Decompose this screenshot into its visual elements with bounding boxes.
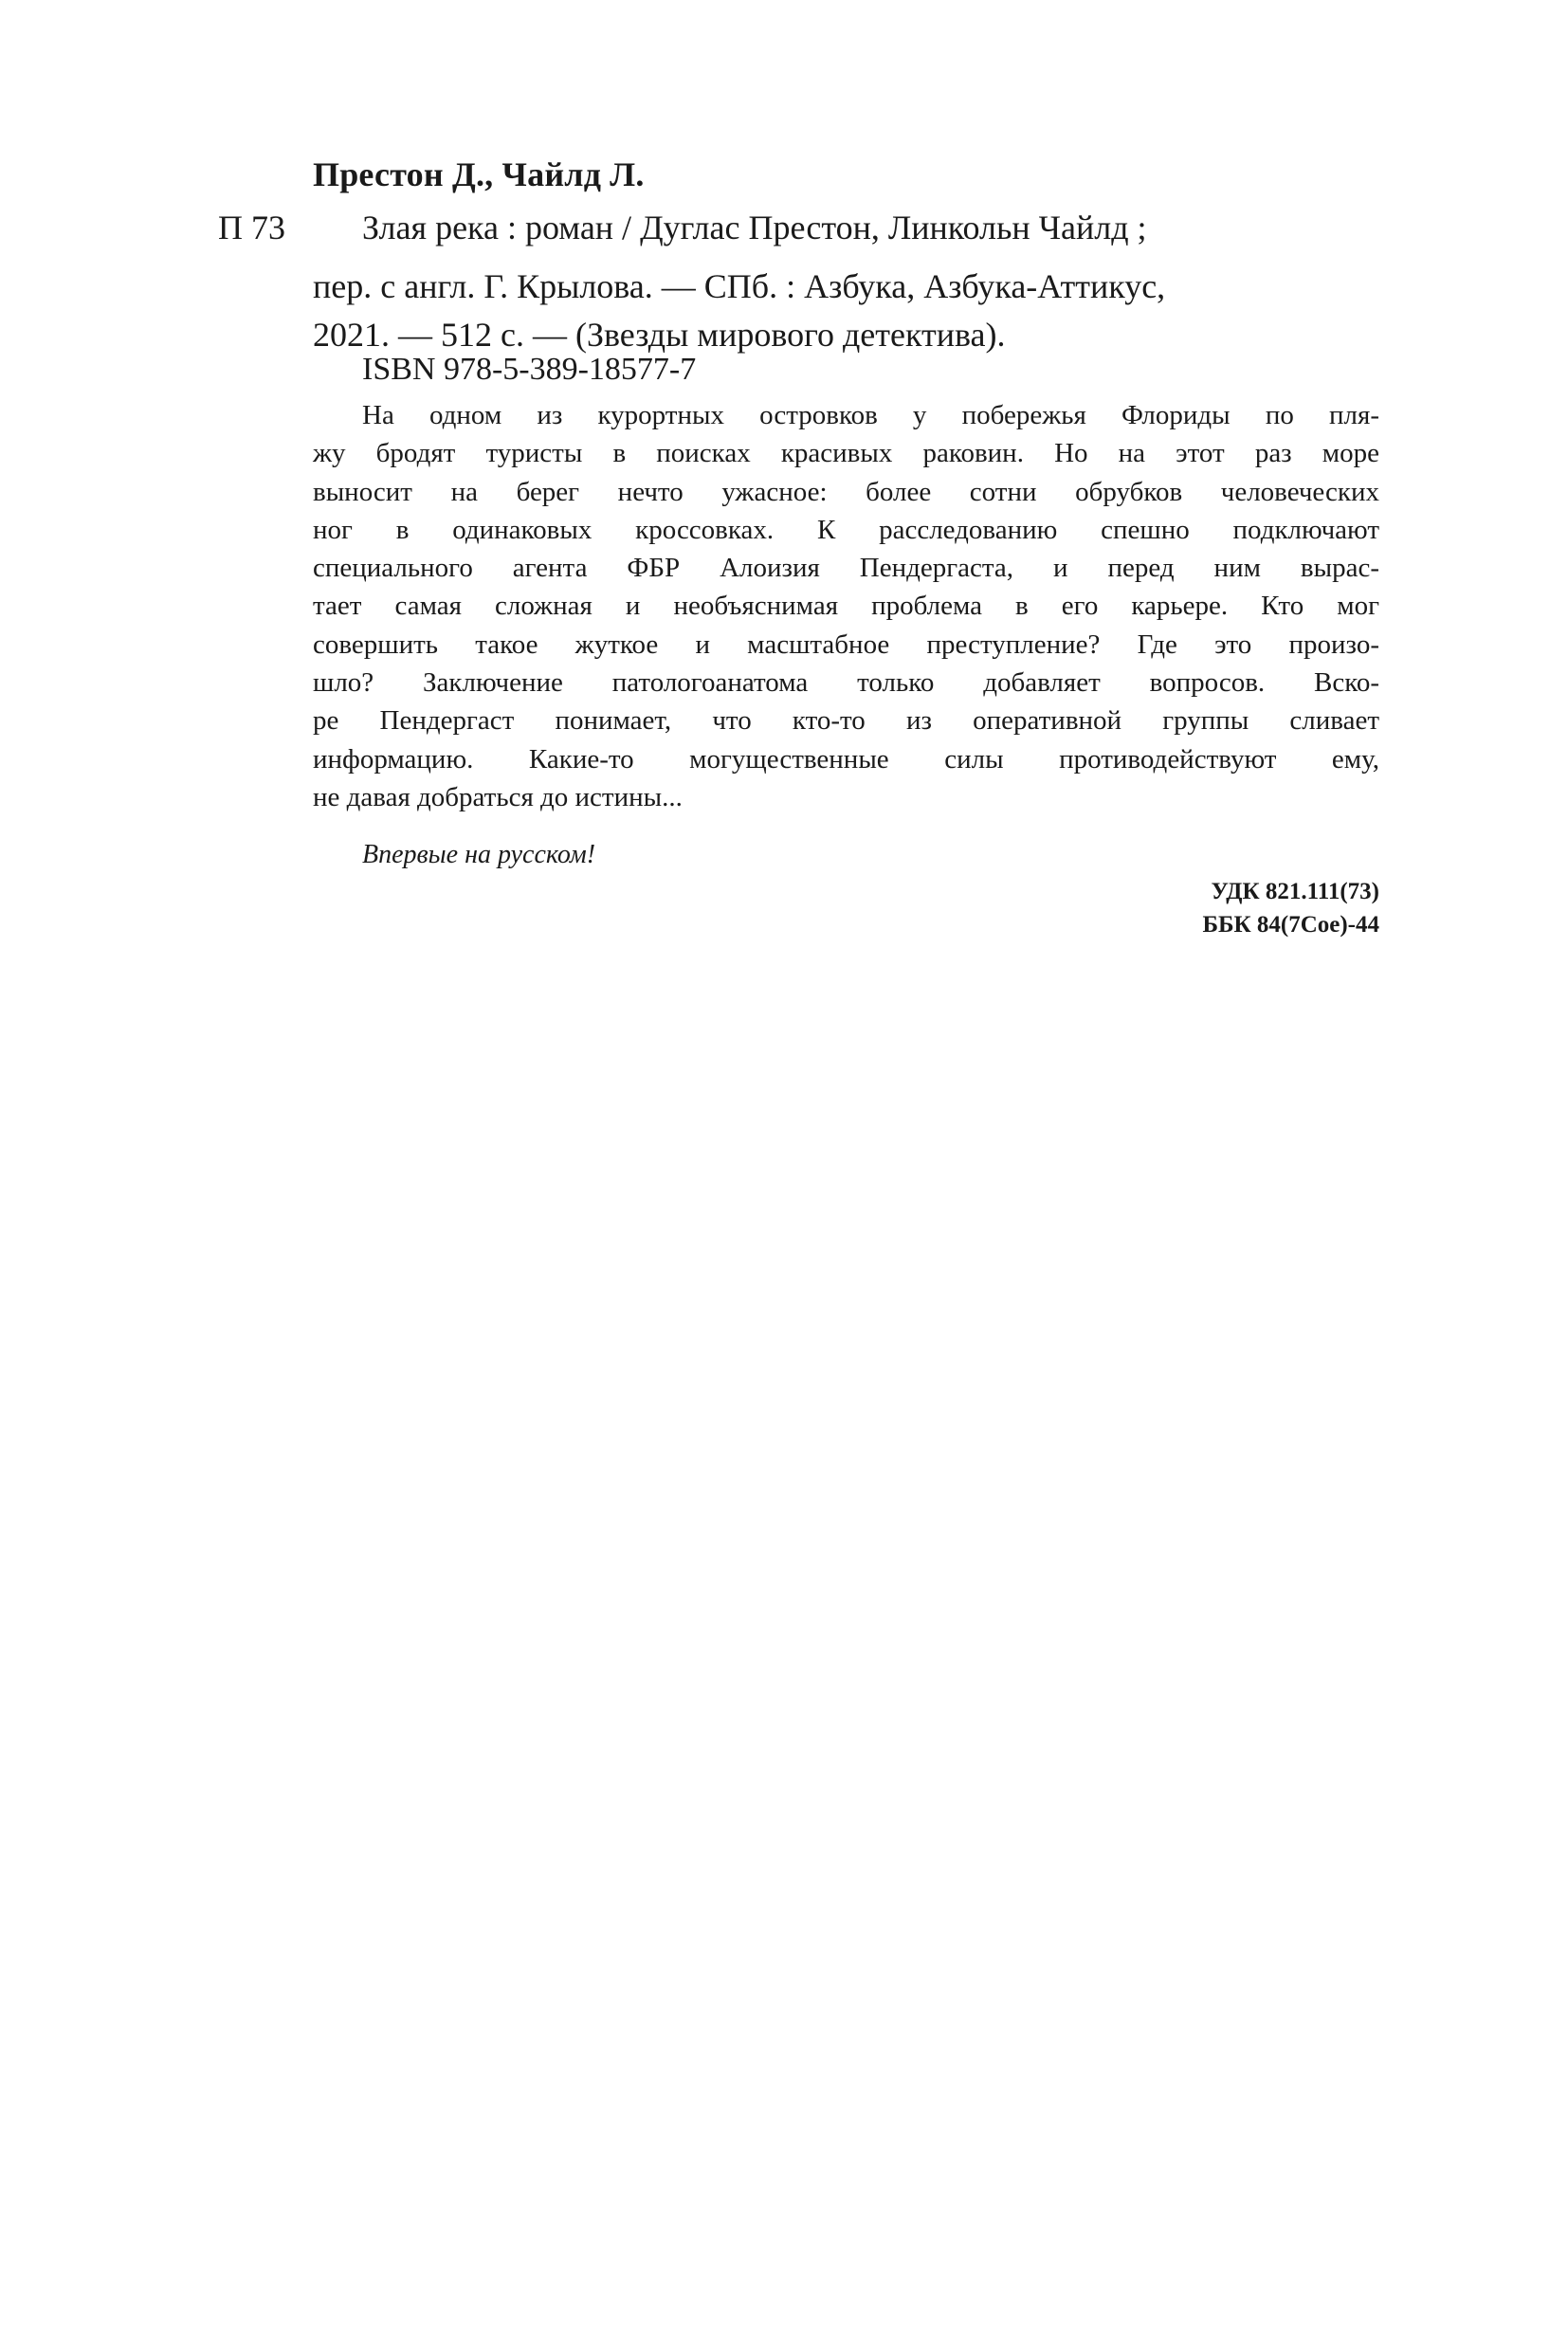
annotation-line: специального агента ФБР Алоизия Пендергаста, и перед ним вырас- xyxy=(313,553,1379,584)
annotation-line: совершить такое жуткое и масштабное преступление? Где это произо- xyxy=(313,629,1379,660)
annotation-line: шло? Заключение патологоанатома только добавляет вопросов. Вско- xyxy=(313,667,1379,699)
author-heading: Престон Д., Чайлд Л. xyxy=(313,155,645,193)
annotation-line: тает самая сложная и необъяснимая проблема в его карьере. Кто мог xyxy=(313,591,1379,622)
first-in-russian-note: Впервые на русском! xyxy=(362,840,596,869)
isbn: ISBN 978-5-389-18577-7 xyxy=(362,352,697,387)
annotation-line: ног в одинаковых кроссовках. К расследованию спешно подключают xyxy=(313,514,1379,545)
annotation-line: не давая добраться до истины... xyxy=(313,781,683,812)
bibliographic-title-line: Злая река : роман / Дуглас Престон, Линкольн Чайлд ; xyxy=(362,209,1147,246)
annotation-line: На одном из курортных островков у побережья Флориды по пля- xyxy=(362,400,1379,430)
annotation-line: ре Пендергаст понимает, что кто-то из оперативной группы сливает xyxy=(313,705,1379,737)
annotation-line: выносит на берег нечто ужасное: более сотни обрубков человеческих xyxy=(313,476,1379,507)
annotation xyxy=(313,396,1379,816)
classification-codes xyxy=(1100,875,1379,941)
bibliographic-publisher-line: пер. с англ. Г. Крылова. — СПб. : Азбука, Азбука-Аттикус, xyxy=(313,267,1166,305)
catalog-code: П 73 xyxy=(218,209,285,246)
bibliographic-series-line: 2021. — 512 с. — (Звезды мирового детектива). xyxy=(313,316,1006,354)
bbk-code: ББК 84(7Сое)-44 xyxy=(1202,912,1379,938)
annotation-line: жу бродят туристы в поисках красивых раковин. Но на этот раз море xyxy=(313,438,1379,469)
annotation-line: информацию. Какие-то могущественные силы противодействуют ему, xyxy=(313,743,1379,775)
udk-code: УДК 821.111(73) xyxy=(1211,879,1379,904)
